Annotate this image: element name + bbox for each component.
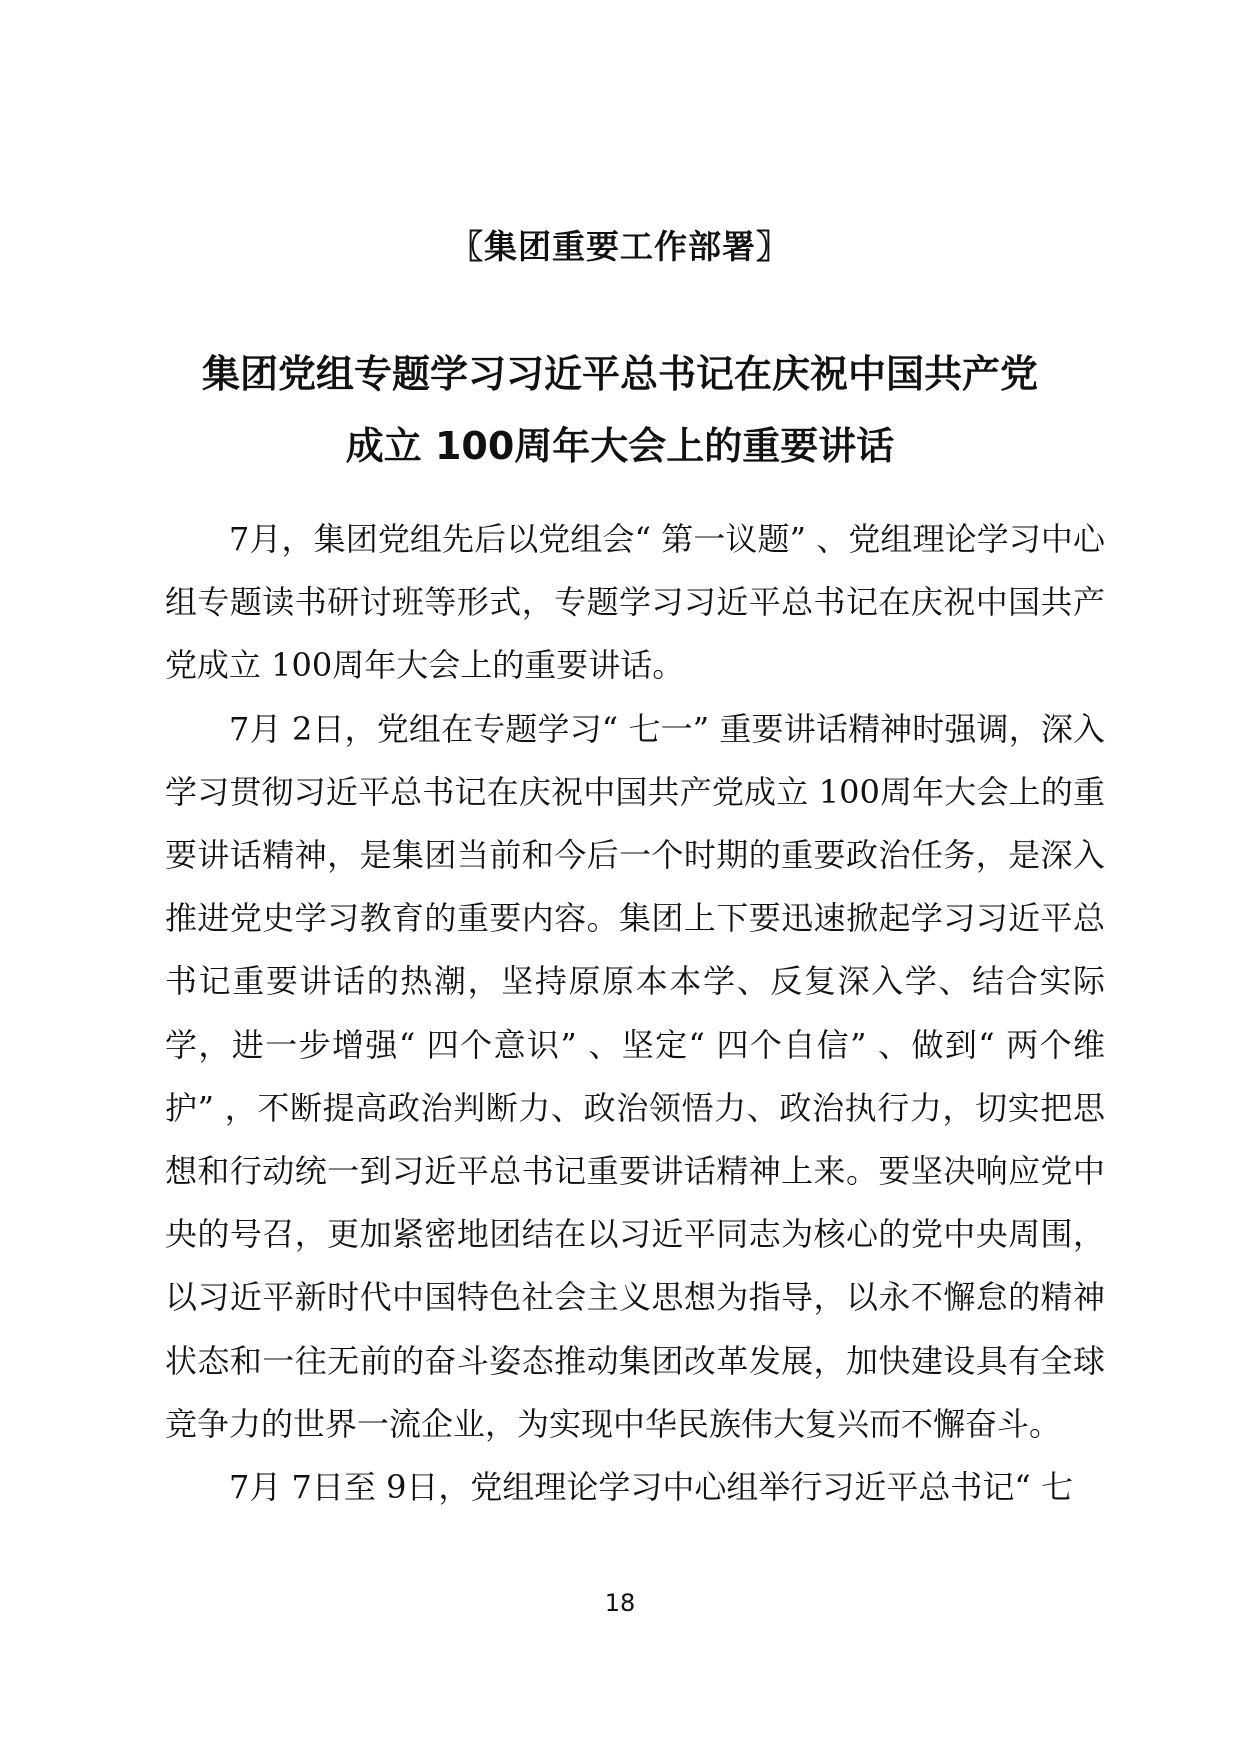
paragraph-3: 7月 7日至 9日，党组理论学习中心组举行习近平总书记“ 七	[229, 1468, 1073, 1507]
section-label: 〖集团重要工作部署〗	[450, 227, 790, 266]
article-title	[0, 338, 1240, 482]
article-title-line-2: 成立 100周年大会上的重要讲话	[345, 424, 895, 468]
paragraph-2: 7月 2日，党组在专题学习“ 七一” 重要讲话精神时强调，深入学习贯彻习近平总书记在庆祝中国共产党成立 100周年大会上的重要讲话精神，是集团当前和今后一个时期的重要政治任务，是深入推进党史学习教育的重要内容。集团上下要迅速掀起学习习近平总书记重要讲话的热潮，坚持原原本本学、反复深入学、结合实际学，进一步增强“ 四个意识” 、坚定“ 四个自信” 、做到“ 两个维护” ，不断提高政治判断力、政治领悟力、政治执行力，切实把思想和行动统一到习近平总书记重要讲话精神上来。要坚决响应党中央的号召，更加紧密地团结在以习近平同志为核心的党中央周围，以习近平新时代中国特色社会主义思想为指导，以永不懈怠的精神状态和一往无前的奋斗姿态推动集团改革发展，加快建设具有全球竞争力的世界一流企业，为实现中华民族伟大复兴而不懈奋斗。	[165, 709, 1105, 1443]
article-body	[165, 508, 1105, 1519]
paragraph-1: 7月，集团党组先后以党组会“ 第一议题” 、党组理论学习中心组专题读书研讨班等形式，专题学习习近平总书记在庆祝中国共产党成立 100周年大会上的重要讲话。	[165, 520, 1105, 685]
page-number: 18	[604, 1589, 636, 1617]
article-title-line-1: 集团党组专题学习习近平总书记在庆祝中国共产党	[201, 352, 1038, 396]
